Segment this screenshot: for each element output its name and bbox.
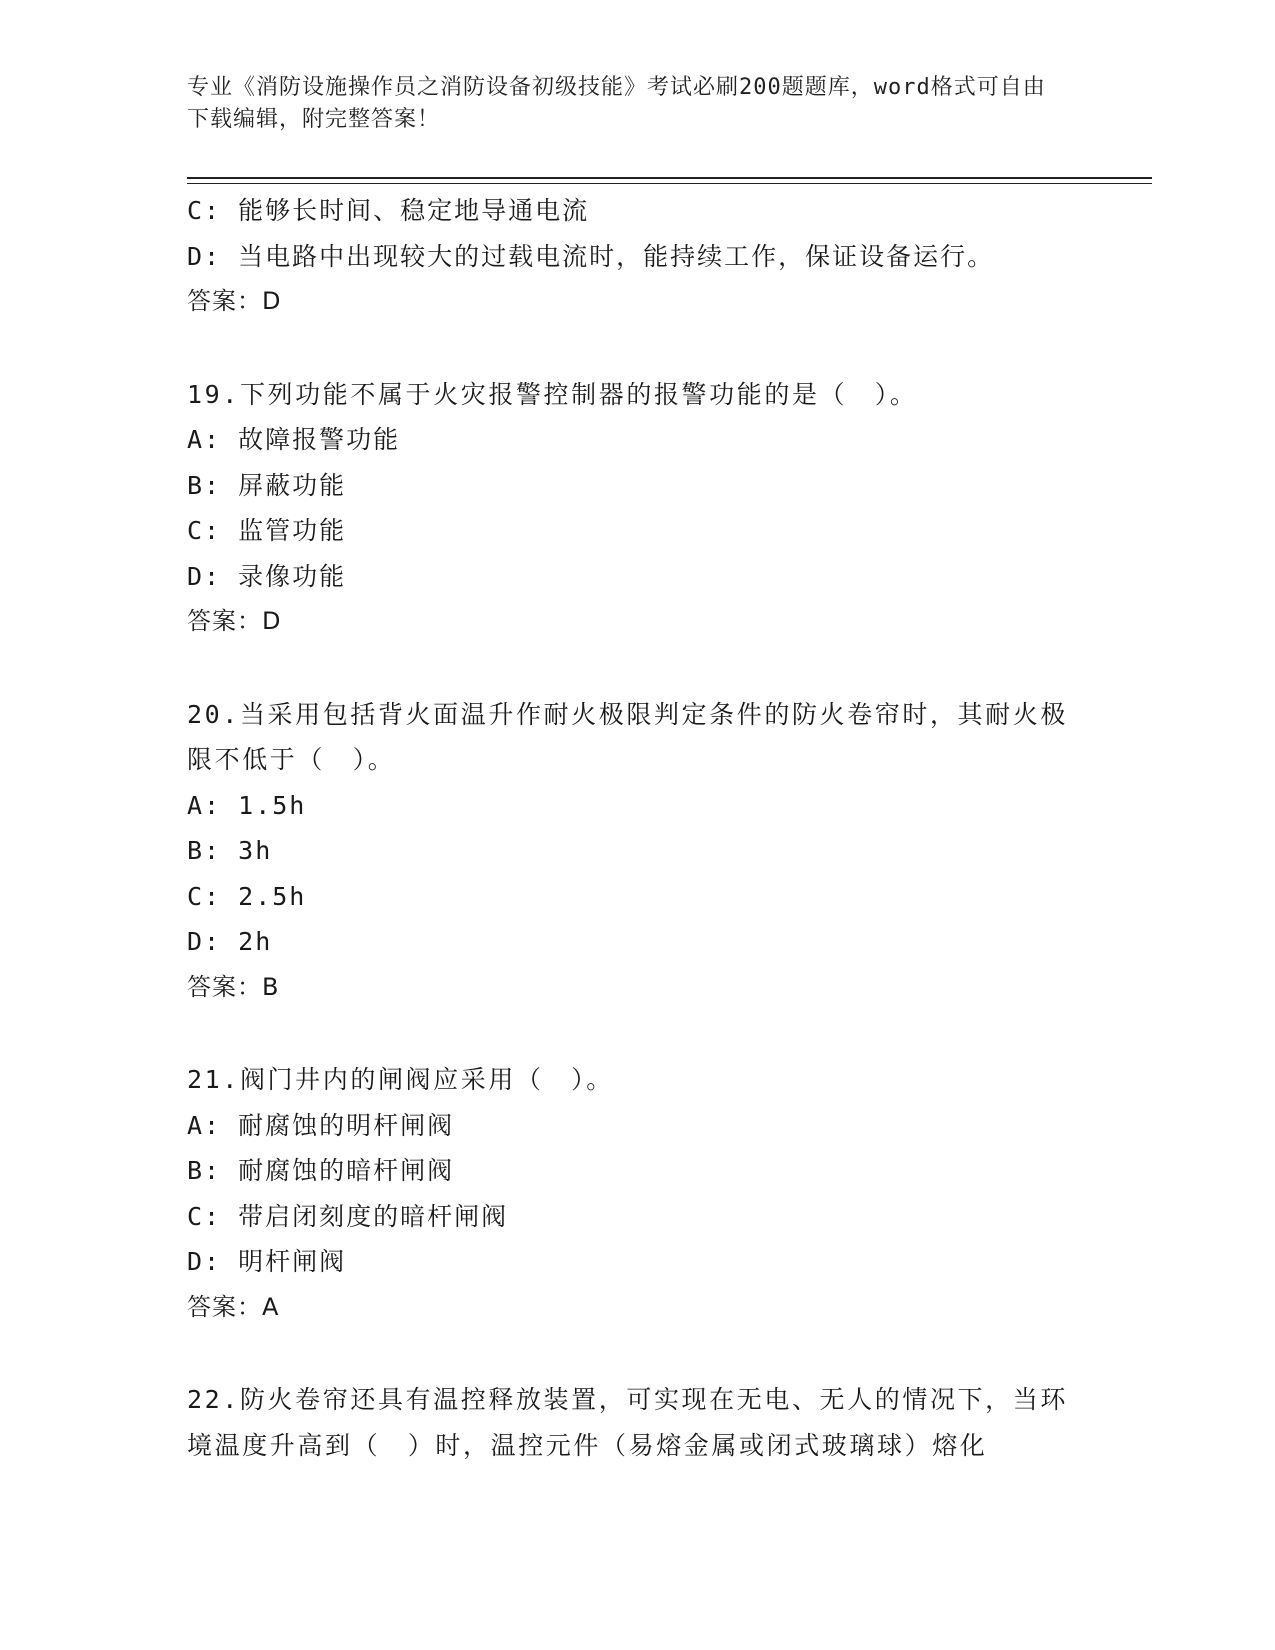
option-b: B: 耐腐蚀的暗杆闸阀 xyxy=(187,1156,455,1185)
answer-line: 答案：D xyxy=(187,607,282,635)
header-divider-thin xyxy=(187,183,1152,184)
option-d: D: 2h xyxy=(187,927,273,956)
option-c: C: 带启闭刻度的暗杆闸阀 xyxy=(187,1201,509,1231)
option-b: B: 屏蔽功能 xyxy=(187,470,347,500)
question-block-20 xyxy=(187,692,1087,1011)
answer-line: 答案：D xyxy=(187,287,282,315)
question-text: 21.阀门井内的闸阀应采用（ ）。 xyxy=(187,1065,614,1094)
question-text: 22.防火卷帘还具有温控释放装置，可实现在无电、无人的情况下，当环境温度升高到（ ）时，温控元件（易熔金属或闭式玻璃球）熔化 xyxy=(187,1385,1068,1460)
spacer xyxy=(187,1010,1087,1057)
option-c: C: 监管功能 xyxy=(187,516,347,545)
option-a: A: 耐腐蚀的明杆闸阀 xyxy=(187,1110,455,1140)
option-b: B: 3h xyxy=(187,836,273,865)
spacer xyxy=(187,1330,1087,1377)
header-divider-thick xyxy=(187,177,1152,179)
question-text: 19.下列功能不属于火灾报警控制器的报警功能的是（ ）。 xyxy=(187,379,918,409)
answer-line: 答案：B xyxy=(187,972,280,1001)
question-block-21 xyxy=(187,1057,1087,1330)
option-c: C: 能够长时间、稳定地导通电流 xyxy=(187,196,590,225)
question-block-19 xyxy=(187,372,1087,645)
option-c: C: 2.5h xyxy=(187,881,307,911)
question-content xyxy=(187,188,1087,1468)
question-block-18 xyxy=(187,188,1087,325)
option-d: D: 录像功能 xyxy=(187,561,347,591)
option-d: D: 明杆闸阀 xyxy=(187,1247,347,1276)
question-block-22 xyxy=(187,1377,1087,1468)
answer-line: 答案：A xyxy=(187,1292,280,1321)
document-header: 专业《消防设施操作员之消防设备初级技能》考试必刷200题题库，word格式可自由下载编辑，附完整答案！ xyxy=(187,75,1046,132)
spacer xyxy=(187,645,1087,692)
option-d: D: 当电路中出现较大的过载电流时，能持续工作，保证设备运行。 xyxy=(187,241,995,271)
option-a: A: 故障报警功能 xyxy=(187,425,401,454)
spacer xyxy=(187,325,1087,372)
question-text: 20.当采用包括背火面温升作耐火极限判定条件的防火卷帘时，其耐火极限不低于（ ）。 xyxy=(187,699,1068,774)
option-a: A: 1.5h xyxy=(187,790,307,820)
